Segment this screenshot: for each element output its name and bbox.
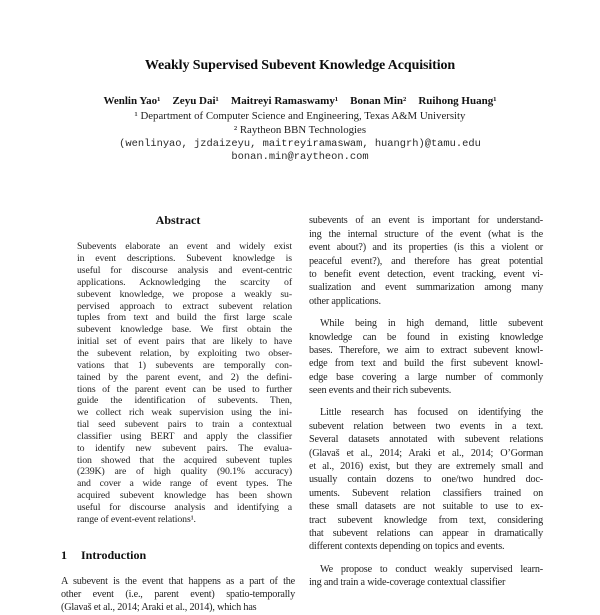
text-line: tion showed that the acquired subevent tuples xyxy=(77,454,292,466)
text-line: sualization and event summarization among many xyxy=(309,282,543,294)
text-line: tract subevent knowledge from text, considering xyxy=(309,514,543,526)
text-line: A subevent is the event that happens as a part of the xyxy=(61,575,295,587)
text-line: and cover a wide range of event types. The xyxy=(77,478,292,490)
body-paragraph xyxy=(309,214,543,308)
author-name: Bonan Min² xyxy=(350,95,407,107)
text-line: acquired subevent knowledge has been shown xyxy=(77,490,292,502)
author-name: Zeyu Dai¹ xyxy=(172,95,219,107)
introduction-paragraph xyxy=(61,575,295,615)
email-block xyxy=(0,138,600,164)
text-line: edge base covering a large number of commonly xyxy=(309,371,543,383)
text-line: subevents of an event is important for understand- xyxy=(309,215,543,227)
left-column xyxy=(61,213,295,614)
paper-title: Weakly Supervised Subevent Knowledge Acquisition xyxy=(144,58,456,73)
abstract-body xyxy=(77,241,292,525)
text-line: ing the internal structure of the event (what is the xyxy=(309,228,543,240)
text-line: tial seed subevent pairs to train a contextual xyxy=(77,419,292,431)
text-line: (239K) are of high quality (90.1% accuracy) xyxy=(77,466,292,478)
section-heading-introduction xyxy=(61,548,295,562)
text-line: other applications. xyxy=(309,295,381,307)
text-line: uments. Subevent relation classifiers trained on xyxy=(309,487,543,499)
right-column xyxy=(309,213,543,614)
text-line: Subevents elaborate an event and widely exist xyxy=(77,241,292,253)
text-line: tuples from text and build the first large scale xyxy=(77,312,292,324)
body-paragraph xyxy=(309,406,543,553)
text-line: et al., 2016) exist, but they are extremely small and xyxy=(309,461,543,473)
affiliation-block xyxy=(0,110,600,137)
text-line: useful for discourse analysis and identifying a xyxy=(77,501,292,513)
email-line: (wenlinyao, jzdaizeyu, maitreyiramaswam, huangrh)@tamu.edu xyxy=(119,138,481,150)
text-line: Several datasets annotated with subevent relations xyxy=(309,434,543,446)
text-line: range of event-event relations¹. xyxy=(77,513,196,525)
author-list xyxy=(0,95,600,107)
email-line: bonan.min@raytheon.com xyxy=(231,151,369,164)
text-line: edge from text and build the first subevent knowl- xyxy=(309,358,543,370)
text-line: classifier using BERT and apply the classifier xyxy=(77,430,292,442)
author-name: Ruihong Huang¹ xyxy=(418,95,497,107)
text-line: seen events and their rich subevents. xyxy=(309,385,452,397)
section-title: Introduction xyxy=(81,547,147,562)
text-line: useful for discourse analysis and event-centric xyxy=(77,265,292,277)
text-line: subevent relation between two events in a text. xyxy=(309,420,543,432)
text-line: different contexts depending on topics and events. xyxy=(309,541,505,553)
text-line: we collect rich weak supervision using the ini- xyxy=(77,407,292,419)
affiliation-line: ¹ Department of Computer Science and Engineering, Texas A&M University xyxy=(134,110,466,122)
text-line: vations that 1) subevents are temporally con- xyxy=(77,359,292,371)
text-line: usually contain dozens to one/two hundred doc- xyxy=(309,474,543,486)
text-line: We propose to conduct weakly supervised learn- xyxy=(320,563,543,575)
abstract-heading: Abstract xyxy=(155,213,201,228)
text-line: initial set of event pairs that are likely to have xyxy=(77,336,292,348)
text-line: subevent knowledge, we propose a weakly su- xyxy=(77,288,292,300)
text-line: Little research has focused on identifying the xyxy=(320,407,543,419)
text-line: tained by the parent event, and 2) the defini- xyxy=(77,371,292,383)
two-column-body xyxy=(0,213,600,614)
text-line: applications. Acknowledging the scarcity of xyxy=(77,276,292,288)
text-line: that subevent relations can appear in dramatically xyxy=(309,528,543,539)
affiliation-line: ² Raytheon BBN Technologies xyxy=(233,123,367,136)
text-line: the subevent relation, by exploiting two obser- xyxy=(77,348,292,359)
text-line: (Glavaš et al., 2014; Araki et al., 2014), which has xyxy=(61,602,257,614)
text-line: bases. Therefore, we aim to extract subevent knowl- xyxy=(309,344,543,356)
text-line: tions of the parent event can be used to further xyxy=(77,383,292,395)
text-line: in event descriptions. Subevent knowledge is xyxy=(77,253,292,265)
body-paragraph xyxy=(309,317,543,397)
author-name: Wenlin Yao¹ xyxy=(103,95,161,107)
text-line: (Glavaš et al., 2014; Araki et al., 2014; O’Gorman xyxy=(309,447,543,459)
text-line: While being in high demand, little subevent xyxy=(320,318,543,330)
section-number: 1 xyxy=(61,547,67,562)
text-line: guide the identification of subevents. Then, xyxy=(77,395,292,407)
text-line: other event (i.e., parent event) spatio-temporally xyxy=(61,589,295,601)
body-paragraph xyxy=(309,563,543,590)
text-line: pervised approach to extract subevent relation xyxy=(77,300,292,312)
text-line: these small datasets are not suitable to use to ex- xyxy=(309,501,543,513)
text-line: ing and train a wide-coverage contextual classifier xyxy=(309,577,506,589)
text-line: knowledge can be found in existing knowledge xyxy=(309,331,543,343)
text-line: subevent knowledge base. We first obtain the xyxy=(77,324,292,336)
text-line: to benefit event detection, event tracking, event vi- xyxy=(309,268,543,280)
text-line: to identify new subevent pairs. The evalua- xyxy=(77,442,292,454)
text-line: event about?) and its properties (is this a violent or xyxy=(309,242,543,254)
author-name: Maitreyi Ramaswamy¹ xyxy=(230,95,339,107)
text-line: peaceful event?), and therefore has great potential xyxy=(309,255,543,267)
